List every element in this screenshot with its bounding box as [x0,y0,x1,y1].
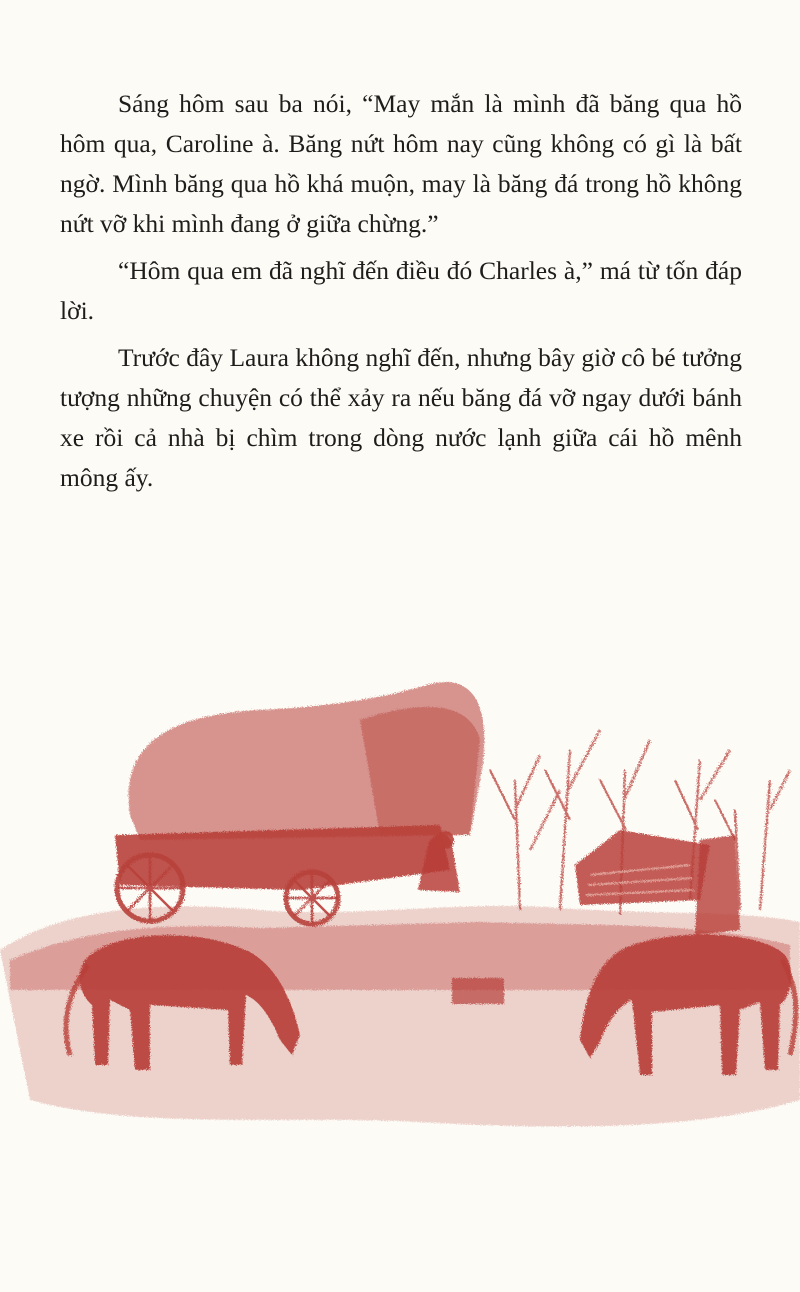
wagon-horses-illustration [0,660,800,1140]
paragraph-1: Sáng hôm sau ba nói, “May mắn là mình đã băng qua hồ hôm qua, Caroline à. Băng nứt hôm nay cũng không có gì là bất ngờ. Mình băng qua hồ khá muộn, may là băng đá trong hồ không nứt vỡ khi mình đang ở giữa chừng.” [60,89,742,238]
paragraph-3: Trước đây Laura không nghĩ đến, nhưng bây giờ cô bé tưởng tượng những chuyện có thể xảy ra nếu băng đá vỡ ngay dưới bánh xe rồi cả nhà bị chìm trong dòng nước lạnh giữa cái hồ mênh mông ấy. [60,343,742,492]
paragraph-2: “Hôm qua em đã nghĩ đến điều đó Charles à,” má từ tốn đáp lời. [60,256,742,325]
body-text [60,84,742,505]
